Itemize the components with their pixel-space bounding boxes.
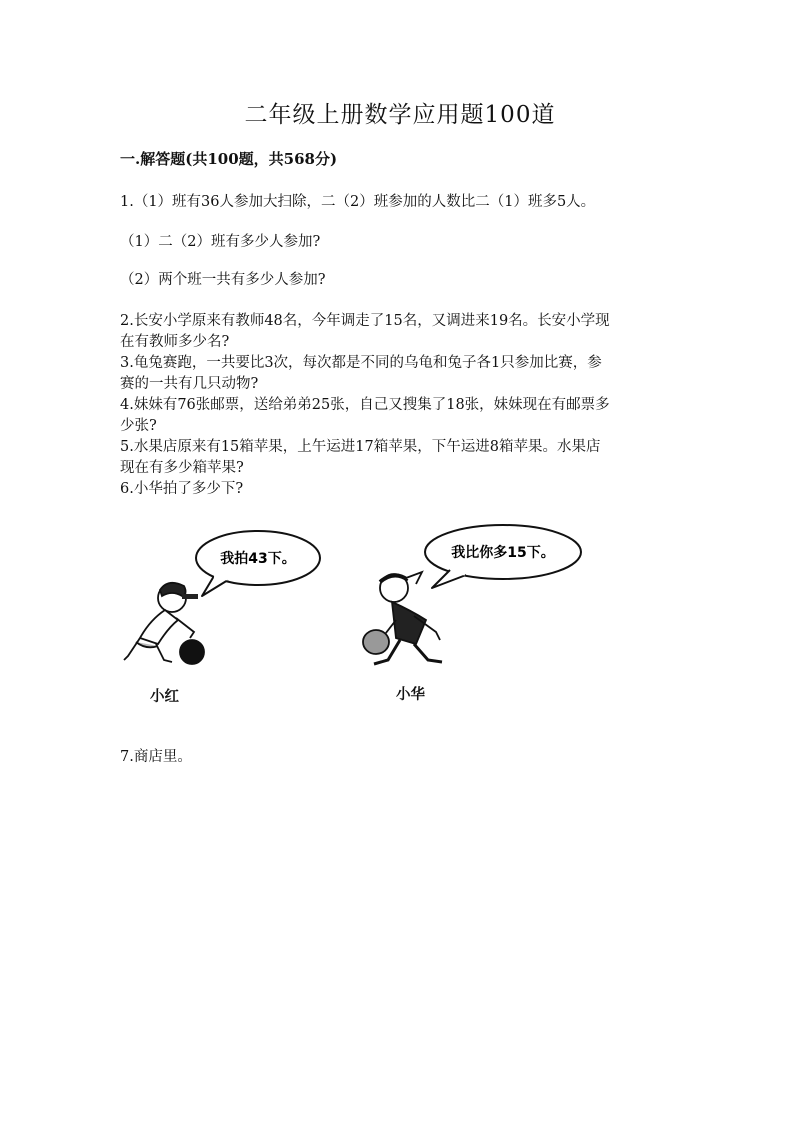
question-7: 7.商店里。 bbox=[120, 749, 192, 765]
left-bubble-text: 我拍43下。 bbox=[220, 551, 296, 567]
left-kid-figure bbox=[124, 583, 204, 664]
left-speech-bubble bbox=[196, 531, 320, 596]
right-kid-figure bbox=[363, 572, 442, 664]
question-3-line-1: 3.龟兔赛跑，一共要比3次，每次都是不同的乌龟和兔子各1只参加比赛，参 bbox=[120, 355, 602, 371]
question-1: 1.（1）班有36人参加大扫除，二（2）班参加的人数比二（1）班多5人。 bbox=[120, 194, 596, 210]
question-3-line-2: 赛的一共有几只动物? bbox=[120, 376, 259, 392]
question-2-line-1: 2.长安小学原来有教师48名，今年调走了15名，又调进来19名。长安小学现 bbox=[120, 313, 610, 329]
question-5-line-2: 现在有多少箱苹果? bbox=[120, 460, 244, 476]
illustration-svg bbox=[110, 520, 610, 720]
question-1-sub-1: （1）二（2）班有多少人参加? bbox=[120, 234, 321, 250]
right-speech-bubble bbox=[425, 525, 581, 588]
question-1-sub-2: （2）两个班一共有多少人参加? bbox=[120, 272, 326, 288]
question-6-illustration bbox=[110, 520, 610, 720]
question-6: 6.小华拍了多少下? bbox=[120, 481, 244, 497]
section-heading: 一.解答题(共100题，共568分) bbox=[120, 150, 338, 168]
question-2-line-2: 在有教师多少名? bbox=[120, 334, 230, 350]
question-4-line-1: 4.妹妹有76张邮票，送给弟弟25张，自己又搜集了18张，妹妹现在有邮票多 bbox=[120, 397, 610, 413]
right-bubble-text: 我比你多15下。 bbox=[451, 545, 555, 561]
kid-name-xiaohua: 小华 bbox=[396, 687, 425, 703]
question-4-line-2: 少张? bbox=[120, 418, 157, 434]
question-5-line-1: 5.水果店原来有15箱苹果，上午运进17箱苹果，下午运进8箱苹果。水果店 bbox=[120, 439, 601, 455]
page-title: 二年级上册数学应用题100道 bbox=[244, 102, 556, 128]
kid-name-xiaohong: 小红 bbox=[150, 689, 179, 705]
